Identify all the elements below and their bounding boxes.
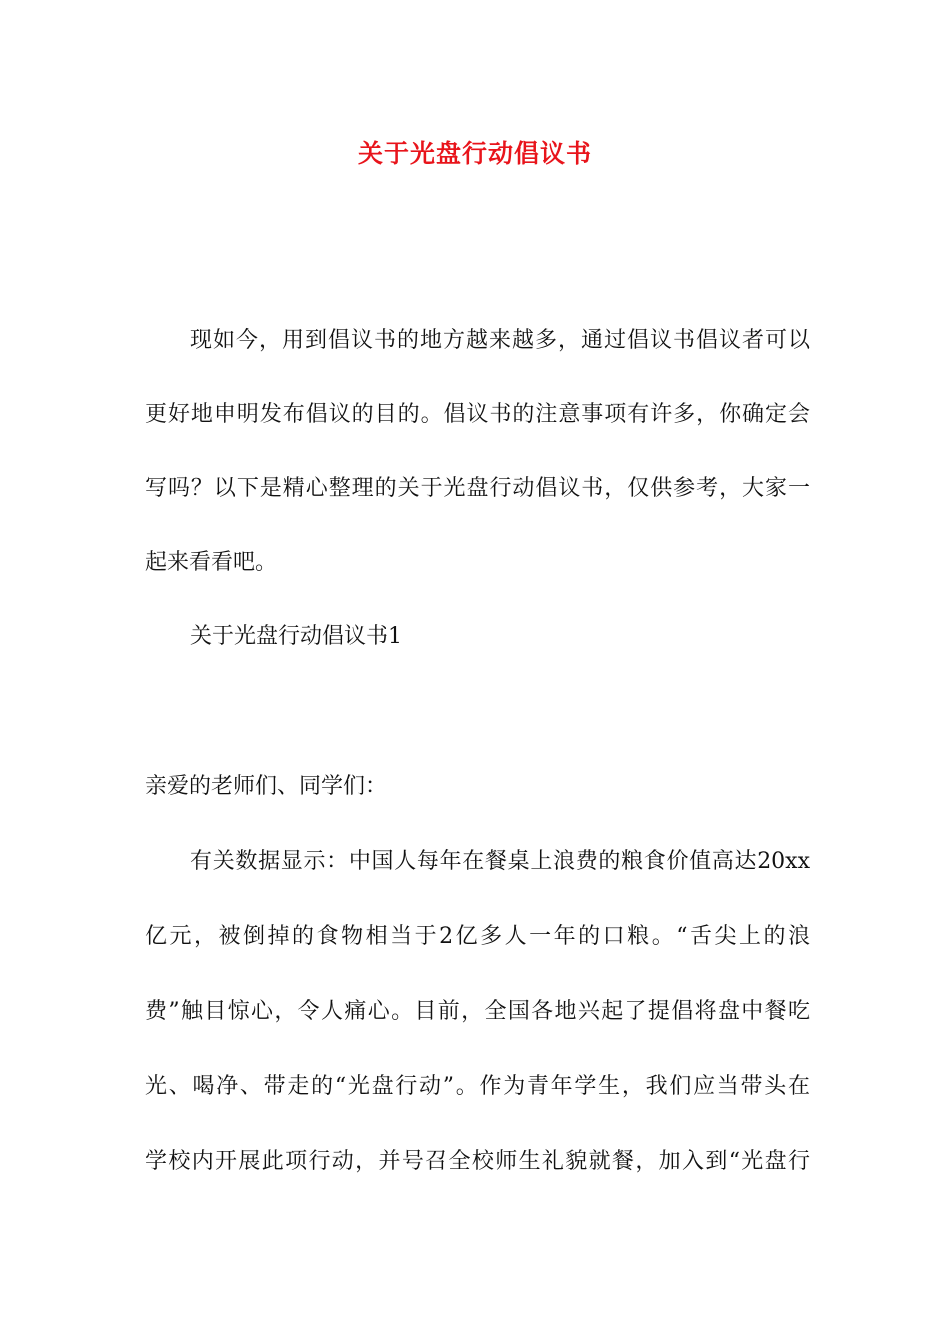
intro-line: 现如今，用到倡议书的地方越来越多，通过倡议书倡议者可以: [190, 328, 810, 353]
body-line: 学校内开展此项行动，并号召全校师生礼貌就餐，加入到“光盘行: [145, 1149, 810, 1174]
intro-line: 起来看看吧。: [145, 550, 278, 575]
document-title: 关于光盘行动倡议书: [357, 139, 592, 168]
salutation: 亲爱的老师们、同学们：: [145, 774, 388, 799]
section-subheading: 关于光盘行动倡议书1: [190, 624, 402, 649]
body-line: 费”触目惊心，令人痛心。目前，全国各地兴起了提倡将盘中餐吃: [145, 999, 810, 1024]
intro-line: 写吗？以下是精心整理的关于光盘行动倡议书，仅供参考，大家一: [145, 476, 810, 501]
body-line: 光、喝净、带走的“光盘行动”。作为青年学生，我们应当带头在: [145, 1074, 810, 1099]
intro-line: 更好地申明发布倡议的目的。倡议书的注意事项有许多，你确定会: [145, 402, 810, 427]
body-line: 亿元，被倒掉的食物相当于2亿多人一年的口粮。“舌尖上的浪: [145, 924, 810, 949]
body-line: 有关数据显示：中国人每年在餐桌上浪费的粮食价值高达20xx: [190, 849, 810, 874]
